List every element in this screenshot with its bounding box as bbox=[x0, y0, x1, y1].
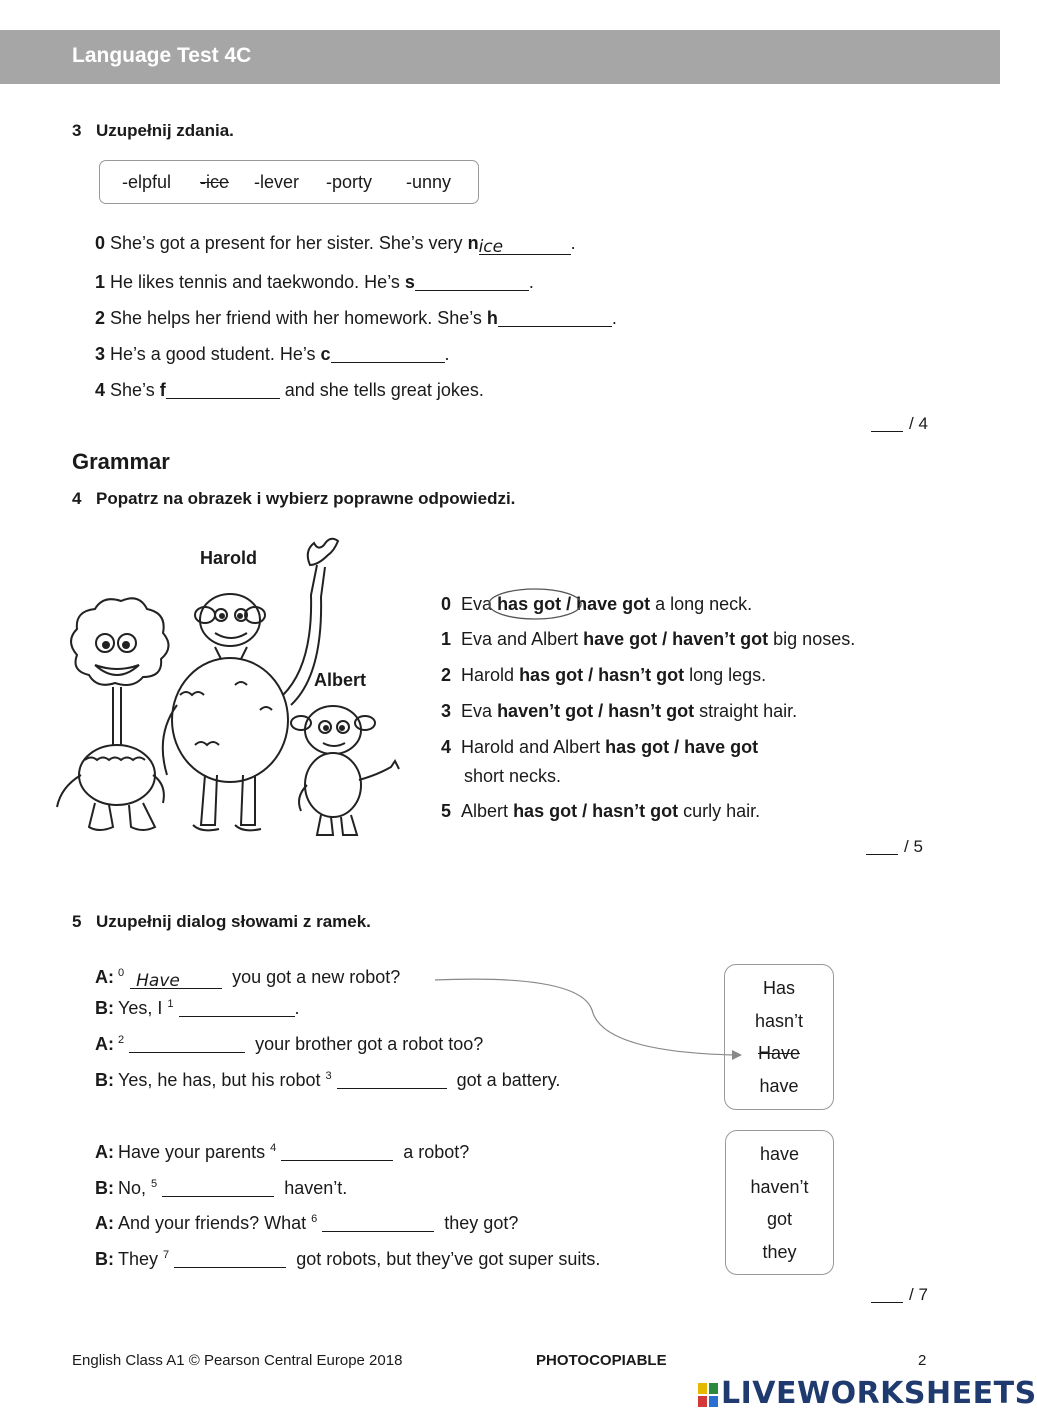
q3-item-1: 1 He likes tennis and taekwondo. He’s s . bbox=[95, 272, 534, 292]
q3-score: / 4 bbox=[871, 414, 928, 434]
monsters-illustration bbox=[55, 535, 405, 845]
word-box-1 bbox=[724, 964, 834, 1110]
box-word: have bbox=[759, 1144, 800, 1164]
q5-title: 5 Uzupełnij dialog słowami z ramek. bbox=[72, 912, 371, 931]
q3-item-2: 2 She helps her friend with her homework. She’s h . bbox=[95, 308, 617, 328]
q3-item-0: 0 She’s got a present for her sister. She’s very nice . bbox=[95, 233, 576, 257]
answer-blank[interactable] bbox=[174, 1249, 286, 1268]
q4-score: / 5 bbox=[866, 837, 923, 857]
word-box-2 bbox=[725, 1130, 834, 1275]
box-word: hasn’t bbox=[754, 1010, 804, 1031]
page-header bbox=[0, 30, 1000, 84]
box-word: haven’t bbox=[750, 1176, 809, 1197]
word-lever: -lever bbox=[254, 172, 300, 192]
q4-item-2: 2 Harold has got / hasn’t got long legs. bbox=[441, 665, 767, 685]
q4-item-4-line2: short necks. bbox=[464, 766, 562, 786]
grammar-heading: Grammar bbox=[72, 449, 170, 474]
answer-options[interactable]: have got / haven’t got bbox=[583, 629, 769, 649]
dialog-line-6: A: And your friends? What $^6$ they got? bbox=[95, 1213, 519, 1233]
dialog-line-0: A: $^0$ Have you got a new robot? bbox=[95, 967, 401, 991]
answer-blank[interactable] bbox=[281, 1142, 393, 1161]
answer-blank[interactable] bbox=[498, 308, 612, 327]
box-word: Have bbox=[757, 1043, 801, 1063]
answer-blank[interactable] bbox=[179, 998, 295, 1017]
eva-figure bbox=[57, 598, 169, 830]
answer-options[interactable]: haven’t got / hasn’t got bbox=[497, 701, 695, 721]
answer-blank[interactable] bbox=[331, 344, 445, 363]
word-unny: -unny bbox=[406, 172, 452, 192]
label-harold: Harold bbox=[200, 548, 258, 568]
liveworksheets-wordmark: LIVEWORKSHEETS bbox=[721, 1376, 1037, 1411]
dialog-line-7: B: They $^7$ got robots, but they’ve got super suits. bbox=[95, 1249, 601, 1269]
answer-blank[interactable] bbox=[166, 380, 280, 399]
answer-blank: ice bbox=[479, 236, 571, 255]
footer-photocopiable: PHOTOCOPIABLE bbox=[536, 1352, 667, 1369]
q5-score: / 7 bbox=[871, 1285, 928, 1305]
q4-item-0: 0 Eva has got / have got a long neck. bbox=[441, 594, 752, 615]
dialog-line-1: B: Yes, I $^1$ . bbox=[95, 998, 300, 1018]
example-arrow bbox=[430, 970, 750, 1070]
circled-answer: has got bbox=[497, 594, 561, 614]
albert-figure bbox=[291, 706, 399, 835]
q4-item-1: 1 Eva and Albert have got / haven’t got big noses. bbox=[441, 629, 856, 649]
answer-options[interactable]: has got / hasn’t got bbox=[519, 665, 685, 685]
answer-options[interactable]: has got / hasn’t got bbox=[513, 801, 679, 821]
liveworksheets-icon bbox=[697, 1382, 719, 1408]
q3-item-3: 3 He’s a good student. He’s c . bbox=[95, 344, 450, 364]
page-title: Language Test 4C bbox=[72, 44, 252, 67]
footer-copyright: English Class A1 © Pearson Central Europe 2018 bbox=[72, 1352, 403, 1369]
box-word: have bbox=[759, 1075, 799, 1096]
q4-item-4: 4 Harold and Albert has got / have got bbox=[441, 737, 759, 757]
q4-title: 4 Popatrz na obrazek i wybierz poprawne odpowiedzi. bbox=[72, 489, 516, 508]
box-word: they bbox=[762, 1241, 797, 1262]
dialog-line-4: A: Have your parents $^4$ a robot? bbox=[95, 1142, 470, 1162]
dialog-line-5: B: No, $^5$ haven’t. bbox=[95, 1178, 348, 1198]
page-number: 2 bbox=[918, 1352, 927, 1369]
answer-options[interactable]: has got / have got bbox=[605, 737, 759, 757]
answer-blank[interactable] bbox=[322, 1213, 434, 1232]
answer-blank: Have bbox=[130, 970, 222, 989]
label-albert: Albert bbox=[314, 670, 367, 690]
q4-item-3: 3 Eva haven’t got / hasn’t got straight hair. bbox=[441, 701, 798, 721]
q3-title: 3 Uzupełnij zdania. bbox=[72, 121, 234, 140]
word-elpful: -elpful bbox=[122, 172, 172, 192]
q4-item-5: 5 Albert has got / hasn’t got curly hair. bbox=[441, 801, 761, 821]
word-porty: -porty bbox=[326, 172, 373, 192]
answer-blank[interactable] bbox=[129, 1034, 245, 1053]
word-ice: -ice bbox=[200, 172, 230, 192]
dialog-line-2: A: $^2$ your brother got a robot too? bbox=[95, 1034, 484, 1054]
dialog-line-3: B: Yes, he has, but his robot $^3$ got a battery. bbox=[95, 1070, 561, 1090]
circle-mark bbox=[487, 587, 583, 621]
box-word: got bbox=[766, 1209, 793, 1229]
answer-blank[interactable] bbox=[415, 272, 529, 291]
q3-item-4: 4 She’s f and she tells great jokes. bbox=[95, 380, 484, 400]
q3-word-box bbox=[99, 160, 479, 204]
answer-blank[interactable] bbox=[337, 1070, 447, 1089]
box-word: Has bbox=[762, 978, 795, 998]
answer-blank[interactable] bbox=[162, 1178, 274, 1197]
